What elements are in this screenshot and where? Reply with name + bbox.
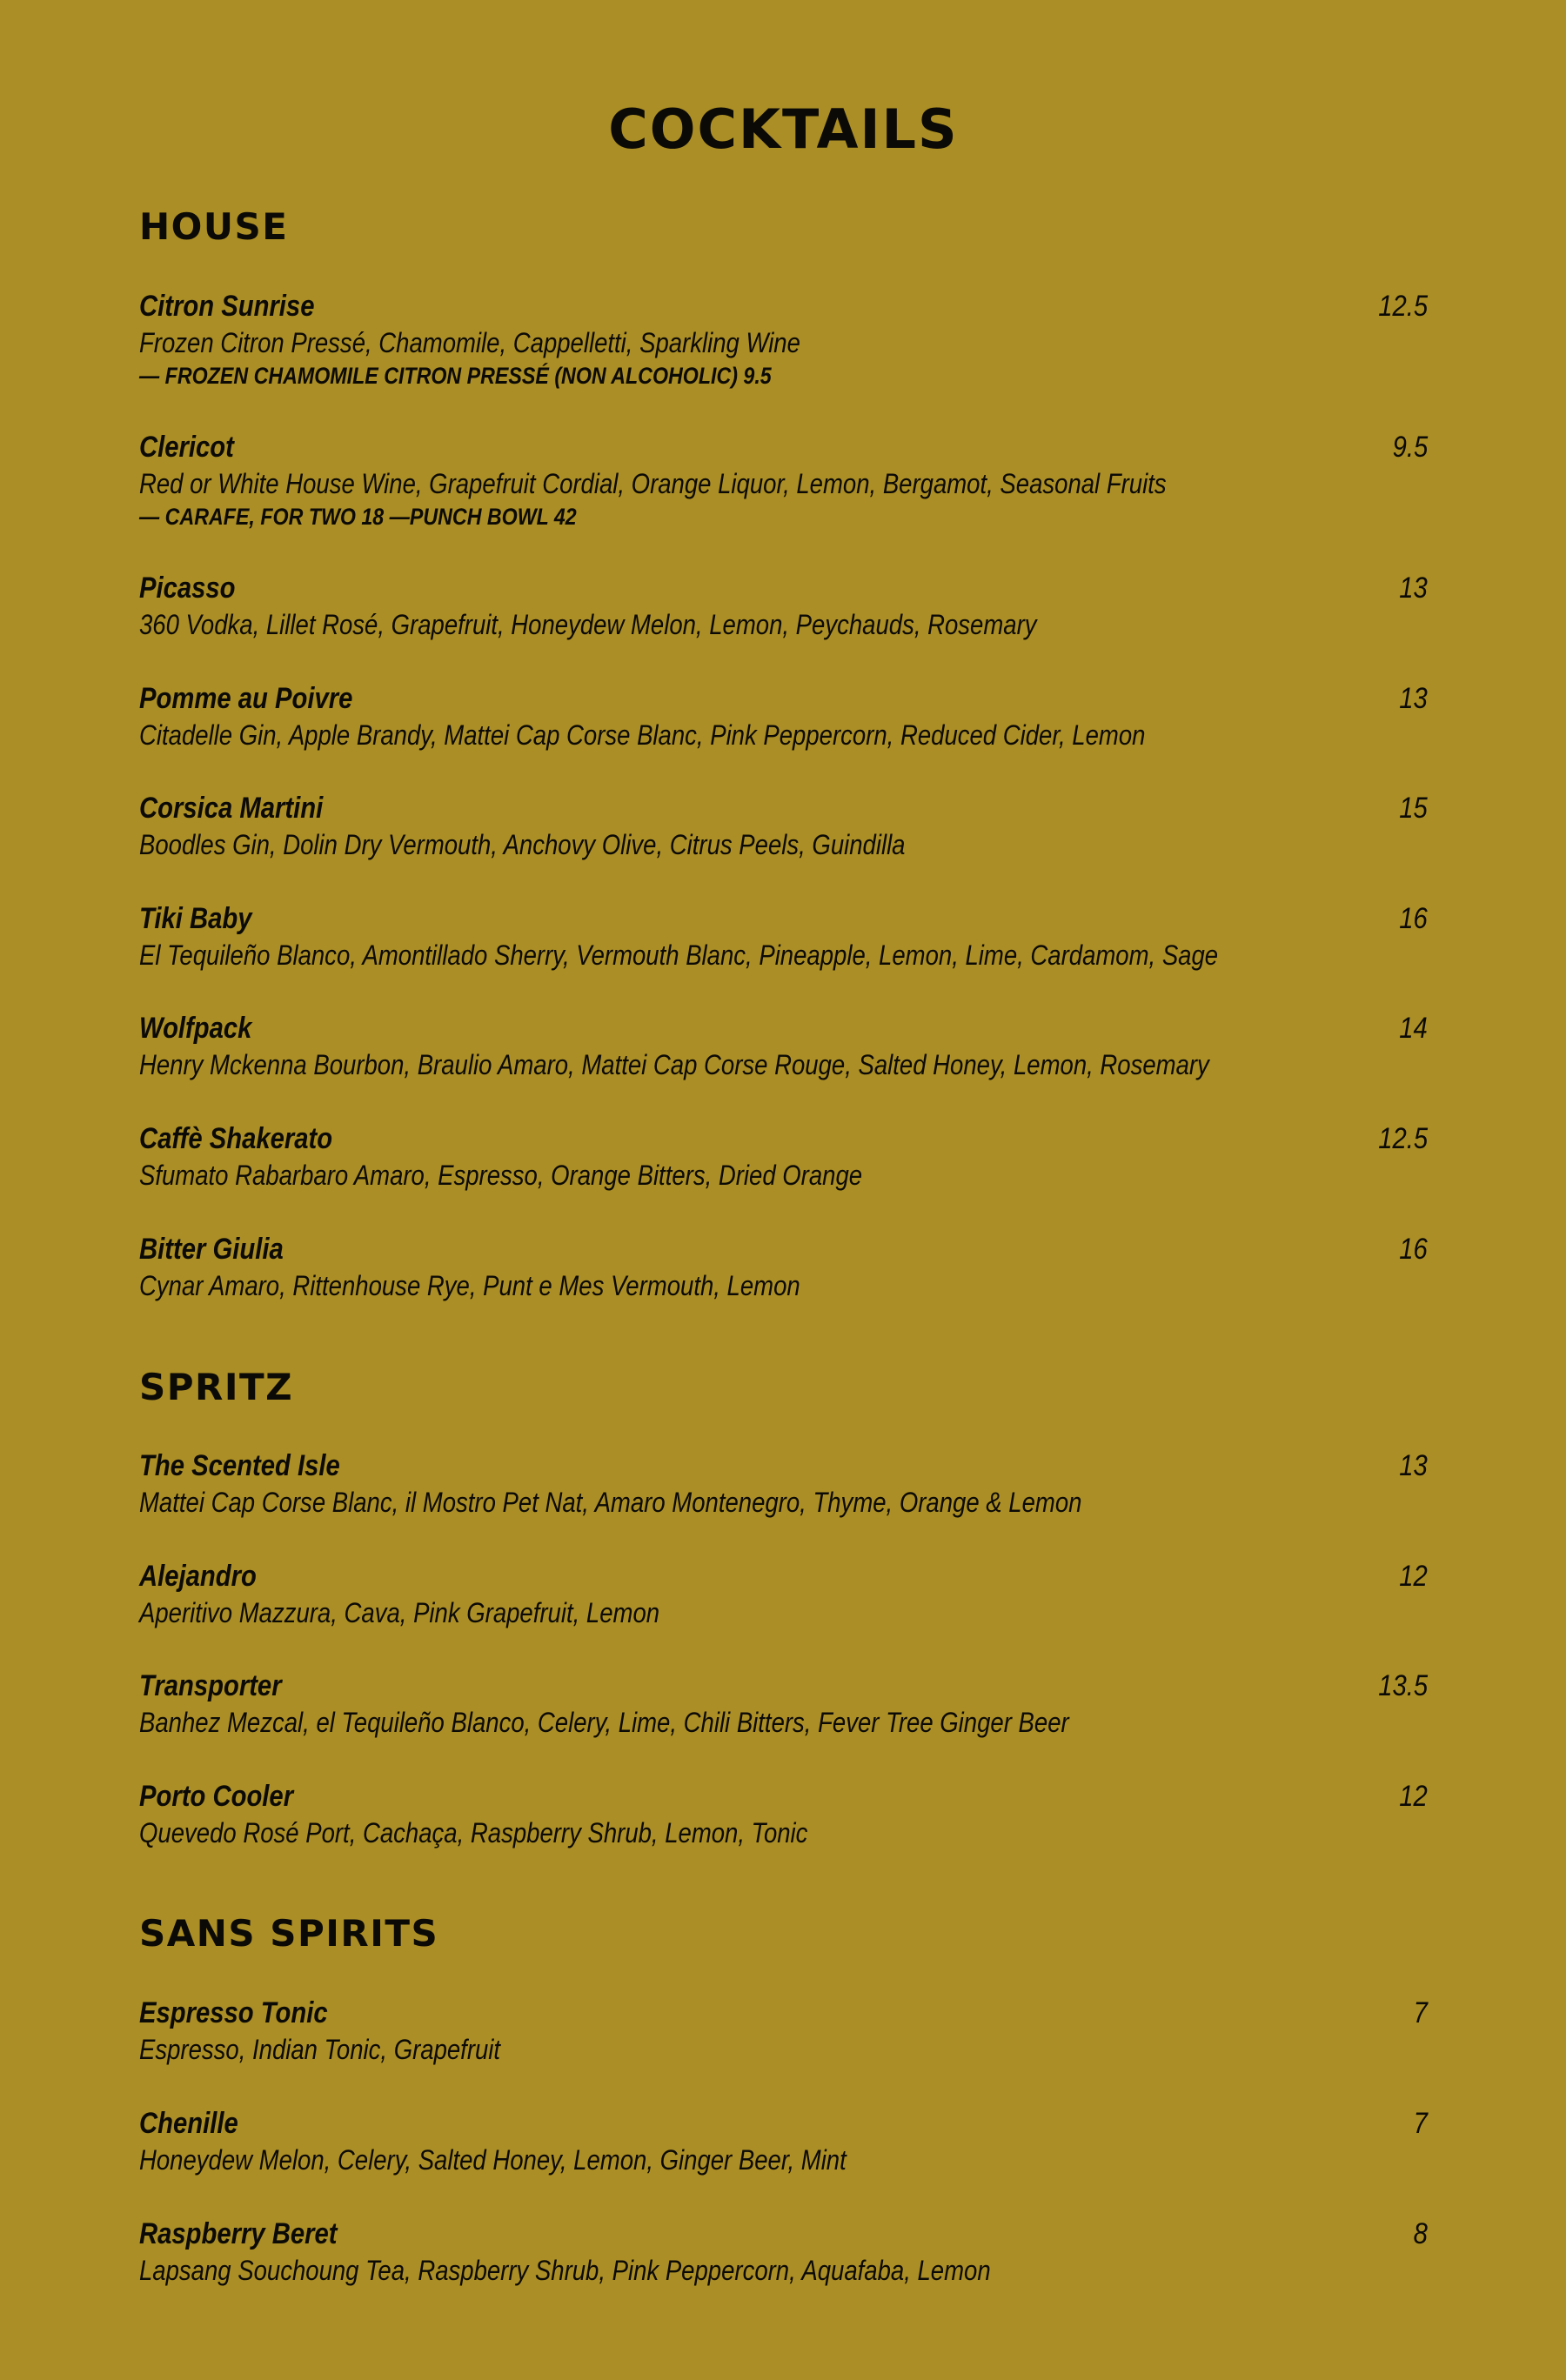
item-name: Caffè Shakerato bbox=[139, 1122, 333, 1155]
item-price: 9.5 bbox=[1392, 431, 1428, 464]
menu-item bbox=[139, 679, 1428, 752]
item-price: 7 bbox=[1413, 2107, 1428, 2140]
item-name: Pomme au Poivre bbox=[139, 682, 353, 715]
item-name: Citron Sunrise bbox=[139, 290, 315, 323]
item-price: 7 bbox=[1413, 1996, 1428, 2029]
menu-item bbox=[139, 1994, 1428, 2067]
item-name: Wolfpack bbox=[139, 1012, 252, 1045]
item-price: 12 bbox=[1399, 1780, 1428, 1813]
item-description: Sfumato Rabarbaro Amaro, Espresso, Orange Bitters, Dried Orange bbox=[139, 1160, 863, 1191]
menu-item bbox=[139, 1009, 1428, 1082]
item-description: Aperitivo Mazzura, Cava, Pink Grapefruit, Lemon bbox=[139, 1597, 660, 1628]
item-description: Mattei Cap Corse Blanc, il Mostro Pet Nat, Amaro Montenegro, Thyme, Orange & Lemon bbox=[139, 1487, 1082, 1518]
item-name: Porto Cooler bbox=[139, 1780, 294, 1813]
item-price: 13 bbox=[1399, 572, 1428, 605]
item-description: Frozen Citron Pressé, Chamomile, Cappelletti, Sparkling Wine bbox=[139, 327, 800, 358]
item-price: 13.5 bbox=[1378, 1669, 1428, 1702]
item-description: El Tequileño Blanco, Amontillado Sherry, Vermouth Blanc, Pineapple, Lemon, Lime, Cardamom, Sage bbox=[139, 939, 1219, 971]
menu-item bbox=[139, 2215, 1428, 2288]
item-name: Picasso bbox=[139, 572, 236, 605]
menu-item bbox=[139, 1557, 1428, 1630]
item-price: 12.5 bbox=[1378, 1122, 1428, 1155]
item-price: 13 bbox=[1399, 682, 1428, 715]
menu-item bbox=[139, 899, 1428, 973]
item-note: — CARAFE, FOR TWO 18 —PUNCH BOWL 42 bbox=[139, 504, 577, 530]
menu-title: COCKTAILS bbox=[608, 97, 959, 161]
item-name: Tiki Baby bbox=[139, 902, 252, 935]
item-price: 16 bbox=[1399, 1233, 1428, 1266]
section-heading-sans-spirits: SANS SPIRITS bbox=[139, 1912, 439, 1955]
item-name: Bitter Giulia bbox=[139, 1233, 284, 1266]
item-price: 12.5 bbox=[1378, 290, 1428, 323]
menu-item bbox=[139, 789, 1428, 862]
menu-item bbox=[139, 1667, 1428, 1740]
item-name: Espresso Tonic bbox=[139, 1996, 328, 2029]
menu-item bbox=[139, 1230, 1428, 1303]
item-price: 15 bbox=[1399, 792, 1428, 825]
item-description: Lapsang Souchoung Tea, Raspberry Shrub, Pink Peppercorn, Aquafaba, Lemon bbox=[139, 2255, 991, 2286]
item-name: Transporter bbox=[139, 1669, 282, 1702]
item-name: Chenille bbox=[139, 2107, 238, 2140]
menu-item bbox=[139, 287, 1428, 391]
item-name: Corsica Martini bbox=[139, 792, 324, 825]
menu-item bbox=[139, 428, 1428, 532]
item-price: 14 bbox=[1399, 1012, 1428, 1045]
menu-item bbox=[139, 1777, 1428, 1850]
item-price: 16 bbox=[1399, 902, 1428, 935]
item-description: Citadelle Gin, Apple Brandy, Mattei Cap Corse Blanc, Pink Peppercorn, Reduced Cider, Lemon bbox=[139, 719, 1146, 751]
item-description: Red or White House Wine, Grapefruit Cordial, Orange Liquor, Lemon, Bergamot, Seasonal Fruits bbox=[139, 468, 1167, 499]
item-description: 360 Vodka, Lillet Rosé, Grapefruit, Honeydew Melon, Lemon, Peychauds, Rosemary bbox=[139, 609, 1037, 640]
item-description: Honeydew Melon, Celery, Salted Honey, Lemon, Ginger Beer, Mint bbox=[139, 2144, 847, 2176]
item-description: Espresso, Indian Tonic, Grapefruit bbox=[139, 2034, 501, 2065]
item-note: — FROZEN CHAMOMILE CITRON PRESSÉ (NON ALCOHOLIC) 9.5 bbox=[139, 363, 772, 389]
menu-item bbox=[139, 569, 1428, 642]
section-heading-spritz: SPRITZ bbox=[139, 1366, 294, 1408]
menu-item bbox=[139, 1447, 1428, 1520]
item-name: The Scented Isle bbox=[139, 1449, 340, 1482]
item-description: Banhez Mezcal, el Tequileño Blanco, Celery, Lime, Chili Bitters, Fever Tree Ginger Beer bbox=[139, 1707, 1069, 1738]
item-description: Quevedo Rosé Port, Cachaça, Raspberry Shrub, Lemon, Tonic bbox=[139, 1817, 808, 1849]
item-price: 13 bbox=[1399, 1449, 1428, 1482]
menu-item bbox=[139, 1120, 1428, 1193]
item-price: 12 bbox=[1399, 1560, 1428, 1593]
item-price: 8 bbox=[1413, 2217, 1428, 2250]
section-heading-house: HOUSE bbox=[139, 205, 289, 248]
item-name: Raspberry Beret bbox=[139, 2217, 338, 2250]
item-description: Boodles Gin, Dolin Dry Vermouth, Anchovy Olive, Citrus Peels, Guindilla bbox=[139, 829, 906, 860]
item-name: Alejandro bbox=[139, 1560, 257, 1593]
item-description: Henry Mckenna Bourbon, Braulio Amaro, Mattei Cap Corse Rouge, Salted Honey, Lemon, Rosemary bbox=[139, 1049, 1209, 1080]
item-description: Cynar Amaro, Rittenhouse Rye, Punt e Mes Vermouth, Lemon bbox=[139, 1270, 800, 1301]
item-name: Clericot bbox=[139, 431, 234, 464]
menu-item bbox=[139, 2104, 1428, 2177]
